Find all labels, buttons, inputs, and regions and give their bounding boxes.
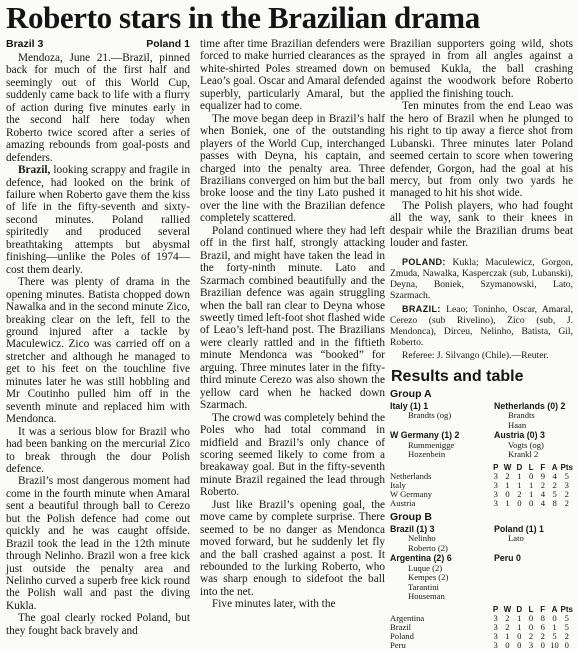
match-home-team: Italy (1) 1 xyxy=(390,400,429,411)
paragraph: It was a serious blow for Brazil who had been banking on the mercurial Zico to break through the dour Polish defence. xyxy=(6,425,190,475)
paragraph: The move began deep in Brazil’s half when Boniek, one of the outstanding players of the World Cup, interchanged passes with Deyna, his captain, and charged into the penalty area. Three Brazilians converged on him but the ball broke loose and the tiny Lato pushed it over the line with the Brazilian defence completely scattered. xyxy=(200,112,385,225)
standings-column-header: D xyxy=(516,462,523,472)
standings-value: 2 xyxy=(505,621,510,632)
paragraph: Ten minutes from the end Leao was the hero of Brazil when he plunged to his right to tip away a fierce shot from Lubanski. Three minutes later Poland seemed certain to score when towering defender, Gorgon, had the goal at his mercy, but from only two yards he managed to hit his shot wide. xyxy=(390,100,573,200)
away-scorer: Brandts xyxy=(508,410,535,421)
home-scorer: Hozenbein xyxy=(408,449,446,460)
home-scorer: Tarantini xyxy=(408,581,439,592)
lineup-label: BRAZIL: xyxy=(402,303,441,314)
lineup-brazil xyxy=(390,304,573,349)
match-home-team: Argentina (2) 6 xyxy=(390,553,452,564)
headline: Roberto stars in the Brazilian drama xyxy=(6,0,480,35)
standings-team: Italy xyxy=(390,479,406,490)
lineup-label: POLAND: xyxy=(402,256,446,267)
standings-header-blank xyxy=(390,605,490,614)
standings-value: 3 xyxy=(528,640,534,651)
standings-table xyxy=(390,463,573,509)
standings-value: 5 xyxy=(552,489,557,500)
scorer-gap xyxy=(476,450,494,460)
standings-value: 0 xyxy=(552,612,557,623)
away-scorer: Vogts (og) xyxy=(508,439,544,450)
standings-column-header: L xyxy=(528,604,534,614)
standings-value: 0 xyxy=(517,498,522,509)
standings-value: 0 xyxy=(528,621,534,632)
standings-value: 2 xyxy=(540,479,546,490)
away-scorer xyxy=(494,564,573,574)
standings-value: 1 xyxy=(505,498,510,509)
home-scorer: Roberto (2) xyxy=(408,542,448,553)
standings-value: 3 xyxy=(493,470,498,481)
match-result xyxy=(390,431,573,460)
scoreline-home: Brazil xyxy=(6,38,35,50)
standings-team: Poland xyxy=(390,631,414,642)
match-away-team: Poland (1) 1 xyxy=(494,523,544,534)
match-result xyxy=(390,402,573,431)
standings-team: Austria xyxy=(390,498,416,509)
results-title: Results and table xyxy=(391,367,524,385)
article-column-2 xyxy=(200,38,385,611)
standings-value: 3 xyxy=(493,621,498,632)
standings-value: 2 xyxy=(552,479,557,490)
standings-value: 0 xyxy=(517,640,522,651)
standings-value: 3 xyxy=(564,479,569,490)
results-groups xyxy=(390,388,573,651)
standings-column-header: Pts xyxy=(560,604,573,614)
standings-row xyxy=(390,632,573,641)
standings-value: 4 xyxy=(540,498,546,509)
match-away-team: Netherlands (0) 2 xyxy=(494,400,566,411)
match-away-team: Austria (0) 3 xyxy=(494,430,545,441)
standings-row xyxy=(390,623,573,632)
paragraph: The goal clearly rocked Poland, but they fought back bravely and xyxy=(6,612,190,637)
standings-row xyxy=(390,614,573,623)
home-scorer: Brandts (og) xyxy=(408,410,452,421)
match-result xyxy=(390,554,573,602)
home-scorer: Kempes (2) xyxy=(408,572,449,583)
paragraph: Five minutes later, with the xyxy=(212,598,336,611)
home-scorer: Rummenigge xyxy=(408,439,455,450)
standings-value: 1 xyxy=(517,470,522,481)
scorer-gap xyxy=(476,544,494,554)
standings-column-header: A xyxy=(551,604,558,614)
standings-value: 5 xyxy=(564,470,569,481)
article-column-3 xyxy=(390,38,573,651)
away-scorer: Haan xyxy=(508,419,527,430)
standings-header xyxy=(390,605,573,614)
standings-value: 3 xyxy=(493,631,498,642)
team-lineups xyxy=(390,257,573,362)
match-result xyxy=(390,525,573,554)
standings-value: 3 xyxy=(493,612,498,623)
scoreline-home-score: 3 xyxy=(37,38,44,50)
standings-value: 6 xyxy=(540,621,545,632)
standings-team: Netherlands xyxy=(390,470,432,481)
paragraph: Brazil’s most dangerous moment had come in the fourth minute when Amaral sent a beautiful through ball to Cerezo but the Polish defence had come out quickly and he was caught offside. Brazil took the lead in the 12th minute through Nelinho. Brazil won a free kick just outside the penalty area and Nelinho curved a superb free kick round the Polish wall and past the diving Kukla. xyxy=(6,475,190,612)
scoreline-away-score: 1 xyxy=(184,38,190,50)
standings-row xyxy=(390,490,573,499)
paragraph: time after time Brazilian defenders were forced to make hurried clearances as the white-shirted Poles streamed down on Leao’s goal. Oscar and Amaral defended superbly, particularly Amaral, but the equalizer had to come. xyxy=(200,38,385,113)
standings-column-header: F xyxy=(540,462,546,472)
standings-column-header: D xyxy=(516,604,523,614)
away-scorer xyxy=(494,573,573,583)
paragraph: Mendoza, June 21.—Brazil, pinned back for much of the first half and seemingly out of this World Cup, suddenly came back to life with a flurry of action during five minutes early in the second half here today when Roberto twice scored after a series of amazing rebounds from goal-posts and defenders. xyxy=(6,52,190,164)
match-separator xyxy=(476,431,494,441)
standings-column-header: P xyxy=(493,462,499,472)
standings-value: 1 xyxy=(505,631,510,642)
standings-value: 3 xyxy=(493,489,498,500)
group-title: Group A xyxy=(390,387,432,400)
standings-team: W Germany xyxy=(390,489,433,500)
away-scorer xyxy=(494,583,573,593)
standings-team: Argentina xyxy=(390,612,425,623)
match-separator xyxy=(476,402,494,412)
standings-value: 5 xyxy=(564,621,569,632)
standings-value: 2 xyxy=(564,489,569,500)
lineup-players: Leao; Toninho, Oscar, Amaral, Cerezo (sub Rivelino), Zico (sub, J. Mendonca), Dirceu, Nelinho, Batista, Gil, Roberto. xyxy=(390,303,573,349)
away-scorer xyxy=(494,544,573,554)
standings-team: Brazil xyxy=(390,621,411,632)
paragraph-body: looking scrappy and fragile in defence, had looked on the brink of failure when Roberto gave them the kiss of life in the fifty-seventh and sixty-second minutes. Poland rallied spiritedly and produced several breathtaking attempts but abysmal finishing—unlike the Poles of 1974—cost them dearly. xyxy=(6,164,190,276)
standings-value: 4 xyxy=(540,489,546,500)
home-scorer: Houseman xyxy=(408,591,445,602)
standings-team: Peru xyxy=(390,640,406,651)
scorer-gap xyxy=(476,583,494,593)
standings-value: 1 xyxy=(528,479,534,490)
standings-value: 0 xyxy=(528,470,534,481)
standings-column-header: Pts xyxy=(560,462,573,472)
standings-column-header: F xyxy=(540,604,546,614)
standings-column-header: W xyxy=(503,604,512,614)
standings-column-header: L xyxy=(528,462,534,472)
standings-value: 9 xyxy=(540,470,546,481)
match-separator xyxy=(476,525,494,535)
standings-value: 0 xyxy=(505,489,510,500)
paragraph: Just like Brazil’s opening goal, the move came by complete surprise. There seemed to be no danger as Mendonca moved forward, but he suddenly let fly and the ball crashed against a post. It rebounded to the lurking Roberto, who was sharp enough to sidefoot the ball into the net. xyxy=(200,498,385,598)
standings-value: 8 xyxy=(552,498,557,509)
home-scorer: Luque (2) xyxy=(408,562,443,573)
standings-value: 1 xyxy=(528,489,534,500)
scorer-gap xyxy=(476,573,494,583)
paragraph: Brazilian supporters going wild, shots sprayed in from all angles against a bemused Kukla, the ball crashing against the woodwork before Roberto applied the finishing touch. xyxy=(390,38,573,100)
standings-value: 3 xyxy=(493,640,498,651)
scorer-gap xyxy=(476,421,494,431)
standings-row xyxy=(390,472,573,481)
paragraph-lead: Brazil, xyxy=(18,164,51,177)
match-away-team: Peru 0 xyxy=(494,553,521,564)
standings-value: 1 xyxy=(517,621,522,632)
standings-value: 3 xyxy=(493,479,498,490)
standings-value: 2 xyxy=(540,631,545,642)
standings-table xyxy=(390,605,573,651)
standings-value: 2 xyxy=(564,498,569,509)
standings-value: 2 xyxy=(528,631,534,642)
standings-value: 2 xyxy=(505,470,510,481)
paragraph: The crowd was completely behind the Poles who had total command in midfield and Brazil’s only chance of scoring seemed likely to come from a breakaway goal. But in the fifty-seventh minute Brazil regained the lead through Roberto. xyxy=(200,411,385,499)
paragraph: The Polish players, who had fought all the way, sank to their knees in despair while the Brazilian drums beat louder and faster. xyxy=(390,199,573,250)
standings-value: 2 xyxy=(517,489,522,500)
home-scorer xyxy=(390,421,476,431)
standings-value: 1 xyxy=(552,621,557,632)
scoreline xyxy=(6,38,190,51)
standings-value: 5 xyxy=(564,612,569,623)
standings-value: 1 xyxy=(517,479,522,490)
standings-value: 0 xyxy=(528,612,534,623)
standings-value: 5 xyxy=(552,631,557,642)
standings-row xyxy=(390,641,573,650)
article-column-1 xyxy=(6,38,190,637)
standings-value: 4 xyxy=(552,470,557,481)
home-scorer: Nelinho xyxy=(408,533,436,544)
standings-column-header: W xyxy=(503,462,512,472)
lineup-poland xyxy=(390,257,573,302)
away-scorer: Lato xyxy=(508,533,524,544)
standings-value: 0 xyxy=(528,498,534,509)
scorer-gap xyxy=(476,534,494,544)
standings-value: 0 xyxy=(540,640,545,651)
paragraph: There was plenty of drama in the opening minutes. Batista chopped down Nawalka and in the second minute Zico, breaking clear on the left, fell to the ground injured after a tackle by Maculewicz. Zico was carried off on a stretcher and although he managed to get to his feet on the touchline five minutes later he was still hobbling and Mr Coutinho pulled him off in the seventh minute and replaced him with Mendonca. xyxy=(6,276,190,426)
paragraph xyxy=(6,164,190,276)
match-separator xyxy=(476,554,494,564)
paragraph: Poland continued where they had left off in the first half, strongly attacking Brazil, and might have taken the lead in the forty-ninth minute. Lato and Szarmach combined beautifully and the Brazilian defence was again struggling when the ball ran clear to Deyna whose sweetly timed left-foot shot flashed wide of Leao’s left-hand post. The Brazilians were clearly rattled and in the fiftieth minute Mendonca was “booked” for arguing. Three minutes later in the fifty-third minute Cerezo was also shown the yellow card when he hacked down Szarmach. xyxy=(200,224,385,412)
standings-value: 10 xyxy=(550,640,559,651)
standings-column-header: A xyxy=(551,462,558,472)
group-title: Group B xyxy=(390,510,432,523)
lineup-players: Kukla; Maculewicz, Gorgon, Zmuda, Nawalka, Kasperczak (sub, Lubanski), Deyna, Boniek, Szymanowski, Lato, Szarmach. xyxy=(390,256,573,302)
away-scorer: Krankl 2 xyxy=(508,449,539,460)
standings-value: 0 xyxy=(564,640,569,651)
referee: Referee: J. Silvango (Chile).—Reuter. xyxy=(402,350,549,362)
scoreline-away: Poland xyxy=(146,38,182,50)
standings-value: 8 xyxy=(540,612,545,623)
standings-value: 2 xyxy=(505,612,510,623)
scorer-gap xyxy=(476,564,494,574)
scorer-gap xyxy=(476,441,494,451)
standings-value: 2 xyxy=(564,631,569,642)
match-home-team: Brazil (1) 3 xyxy=(390,523,435,534)
standings-value: 1 xyxy=(517,612,522,623)
standings-row xyxy=(390,499,573,508)
standings-value: 1 xyxy=(505,479,510,490)
match-home-team: W Germany (1) 2 xyxy=(390,430,460,441)
standings-value: 3 xyxy=(493,498,498,509)
scorer-gap xyxy=(476,411,494,421)
standings-column-header: P xyxy=(492,604,499,614)
standings-value: 0 xyxy=(505,640,510,651)
standings-value: 0 xyxy=(517,631,522,642)
